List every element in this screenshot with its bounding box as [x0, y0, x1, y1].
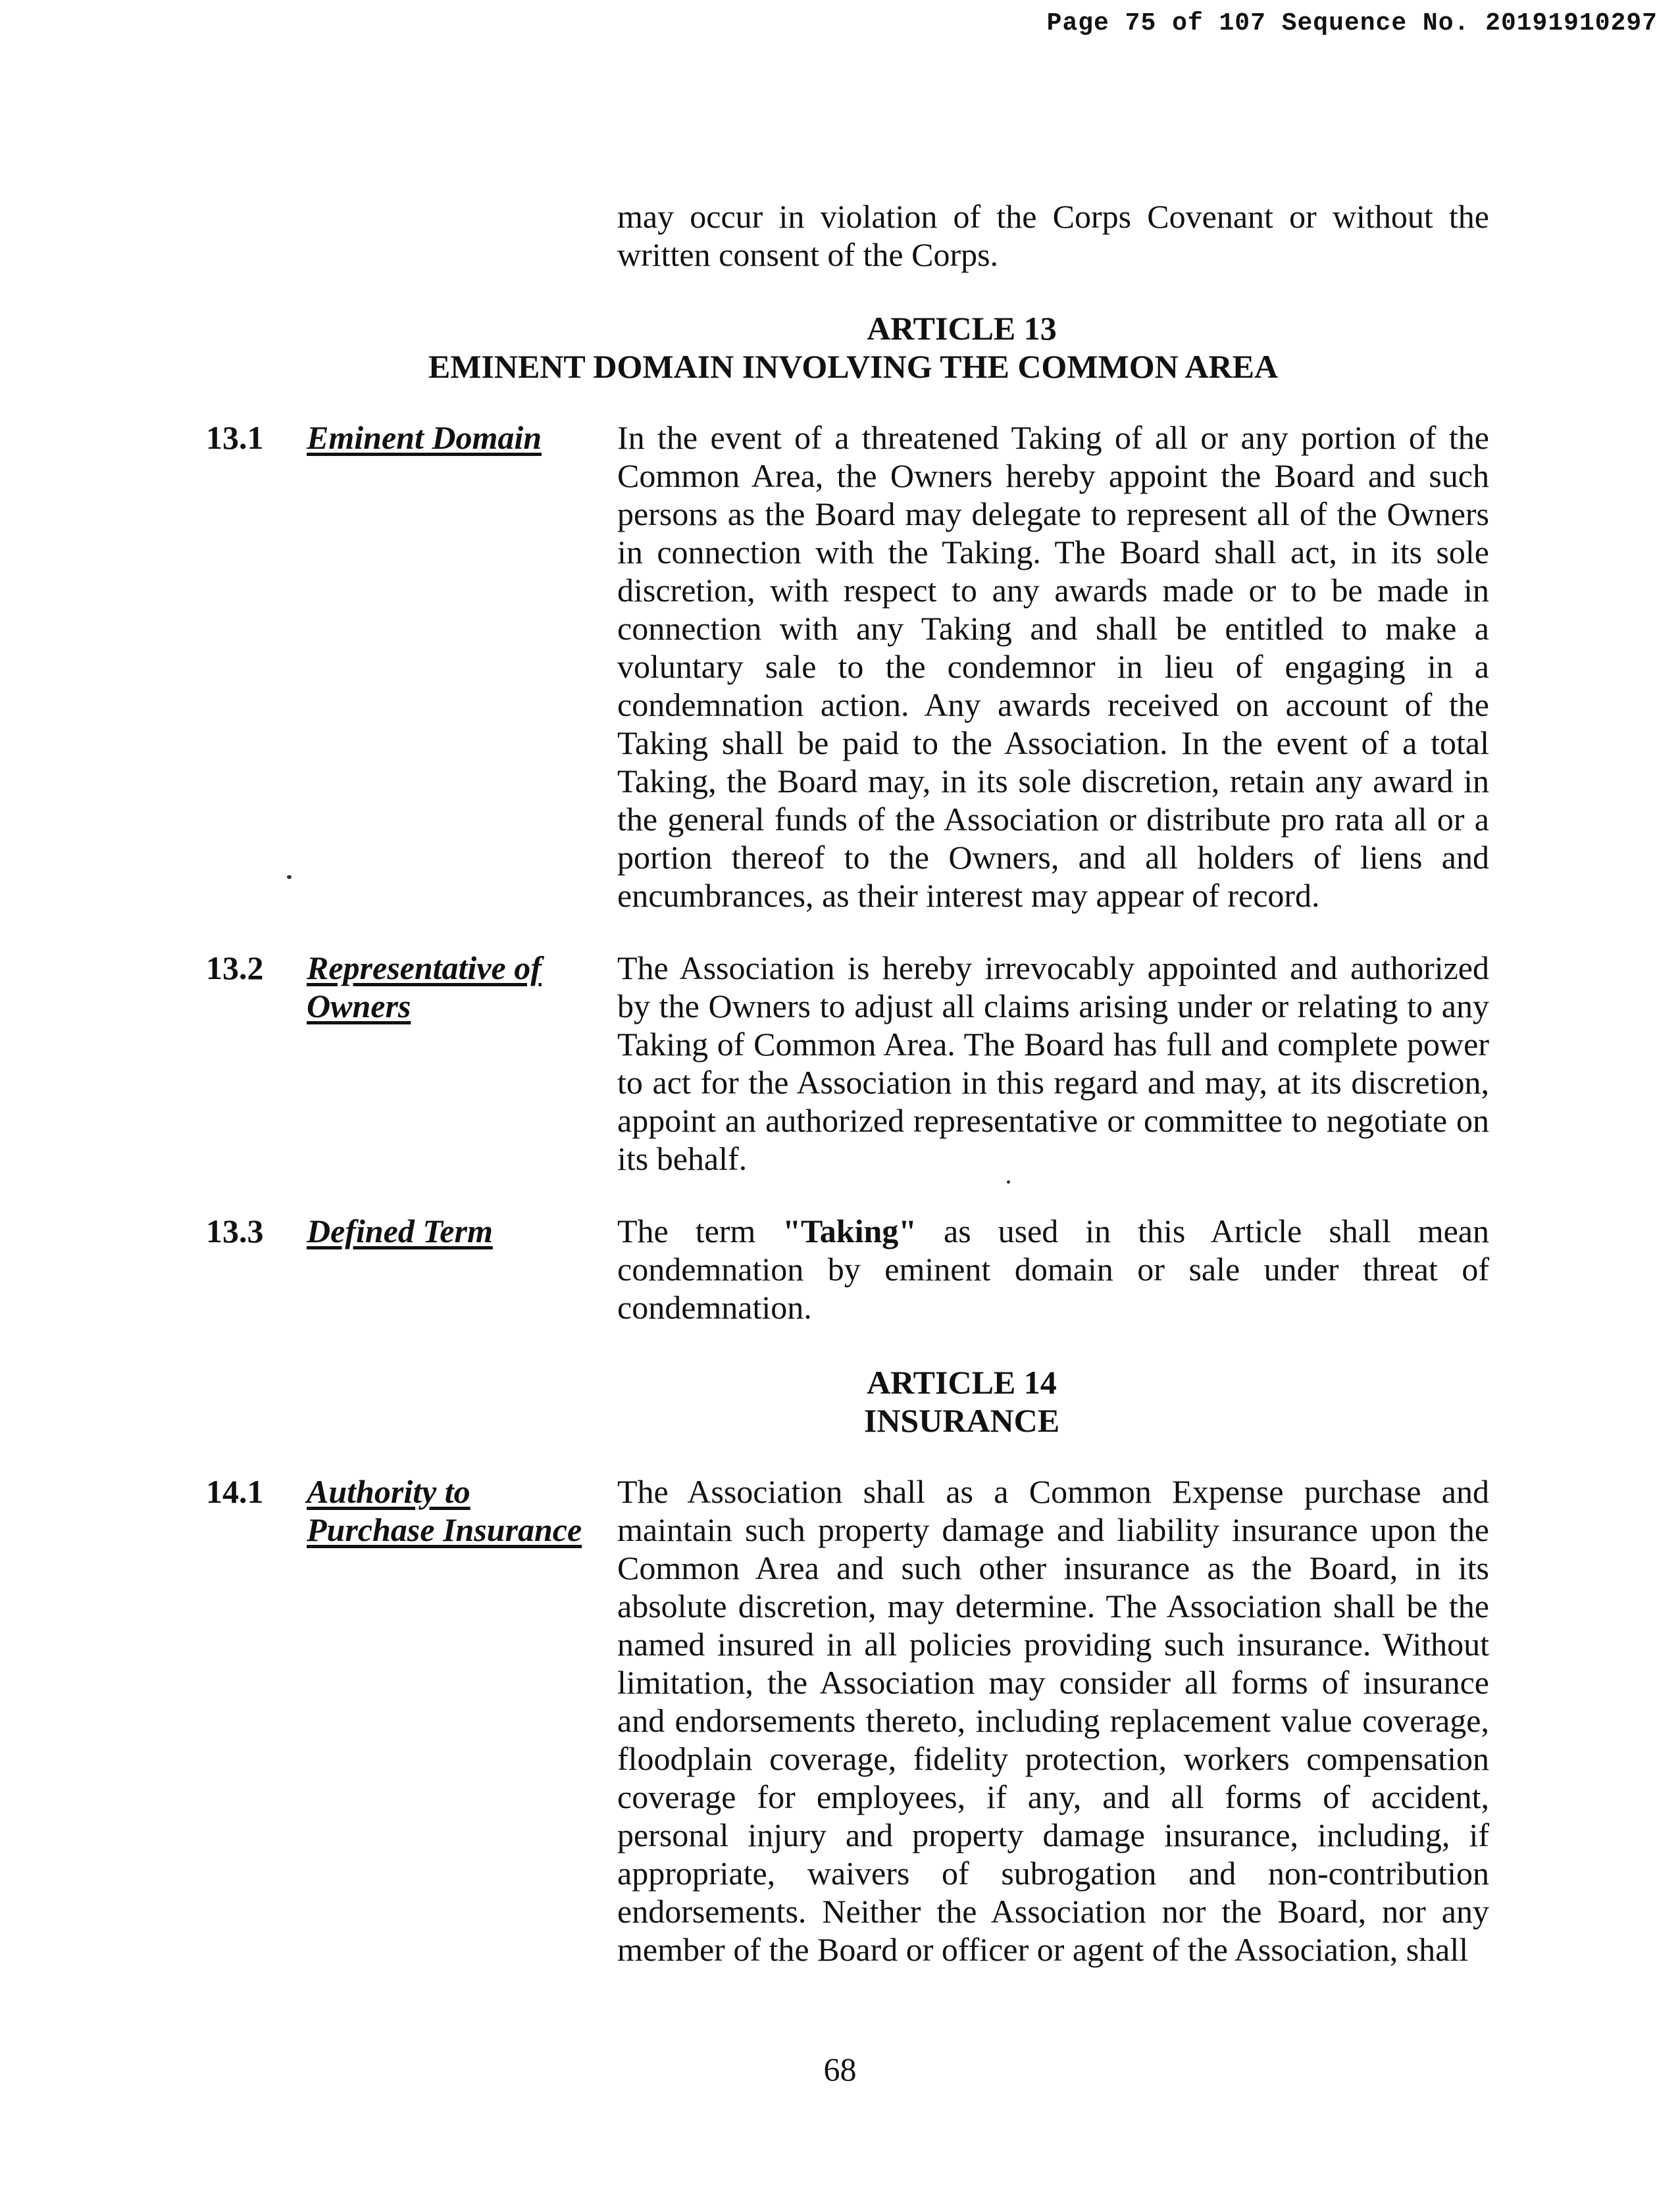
page-sequence-stamp: Page 75 of 107 Sequence No. 20191910297 — [1046, 9, 1658, 38]
continuation-paragraph: may occur in violation of the Corps Covenant or without the written consent of the Corps. — [617, 198, 1489, 273]
defined-term-taking: "Taking" — [782, 1213, 917, 1249]
section-14-1-title-line-2: Purchase Insurance — [307, 1511, 582, 1548]
section-14-1-body: The Association shall as a Common Expense purchase and maintain such property damage and liability insurance upon the Common Area and such other insurance as the Board, in its absolute discretion, may determine. The Association shall be the named insured in all policies providing such insurance. Without limitation, the Association may consider all forms of insurance and endorsements thereto, including replacement value coverage, floodplain coverage, fidelity protection, workers compensation coverage for employees, if any, and all forms of accident, personal injury and property damage insurance, including, if appropriate, waivers of subrogation and non-contribution endorsements. Neither the Association nor the Board, nor any member of the Board or officer or agent of the Association, shall — [617, 1473, 1489, 1968]
section-13-3-title — [307, 1212, 596, 1250]
section-13-2-title — [307, 949, 596, 1025]
section-13-2-number: 13.2 — [206, 949, 264, 986]
scan-speck — [287, 875, 292, 879]
section-14-1-number: 14.1 — [206, 1473, 264, 1510]
section-13-3-body-after: as used in this Article shall mean condemnation by eminent domain or sale under threat of condemnation. — [617, 1213, 1489, 1326]
section-13-2-title-line-1: Representative of — [307, 949, 542, 986]
section-13-1-title — [307, 418, 596, 457]
article-13-heading — [0, 309, 1680, 386]
page-number: 68 — [823, 2051, 857, 2088]
article-14-title: INSURANCE — [863, 1402, 1060, 1439]
section-13-2-title-line-2: Owners — [307, 988, 411, 1024]
section-14-1-title-line-1: Authority to — [307, 1473, 471, 1510]
article-14-number: ARTICLE 14 — [867, 1364, 1057, 1401]
section-13-1-title-line: Eminent Domain — [307, 419, 542, 456]
section-13-1-number: 13.1 — [206, 419, 264, 456]
scan-speck — [1007, 1180, 1010, 1184]
article-14-heading — [0, 1363, 1680, 1440]
section-13-3-number: 13.3 — [206, 1213, 264, 1249]
section-13-1-body: In the event of a threatened Taking of all or any portion of the Common Area, the Owners hereby appoint the Board and such persons as the Board may delegate to represent all of the Owners in connection with the Taking. The Board shall act, in its sole discretion, with respect to any awards made or to be made in connection with any Taking and shall be entitled to make a voluntary sale to the condemnor in lieu of engaging in a condemnation action. Any awards received on account of the Taking shall be paid to the Association. In the event of a total Taking, the Board may, in its sole discretion, retain any award in the general funds of the Association or distribute pro rata all or a portion thereof to the Owners, and all holders of liens and encumbrances, as their interest may appear of record. — [617, 419, 1489, 914]
section-14-1-title — [307, 1472, 596, 1549]
article-13-number: ARTICLE 13 — [867, 310, 1057, 347]
section-13-3-title-line: Defined Term — [307, 1213, 493, 1249]
section-13-3-body-before: The term — [617, 1213, 783, 1249]
article-13-title: EMINENT DOMAIN INVOLVING THE COMMON AREA — [428, 348, 1279, 385]
section-13-3-body — [617, 1212, 1489, 1326]
section-13-2-body: The Association is hereby irrevocably appointed and authorized by the Owners to adjust all claims arising under or relating to any Taking of Common Area. The Board has full and complete power to act for the Association in this regard and may, at its discretion, appoint an authorized representative or committee to negotiate on its behalf. — [617, 949, 1489, 1177]
